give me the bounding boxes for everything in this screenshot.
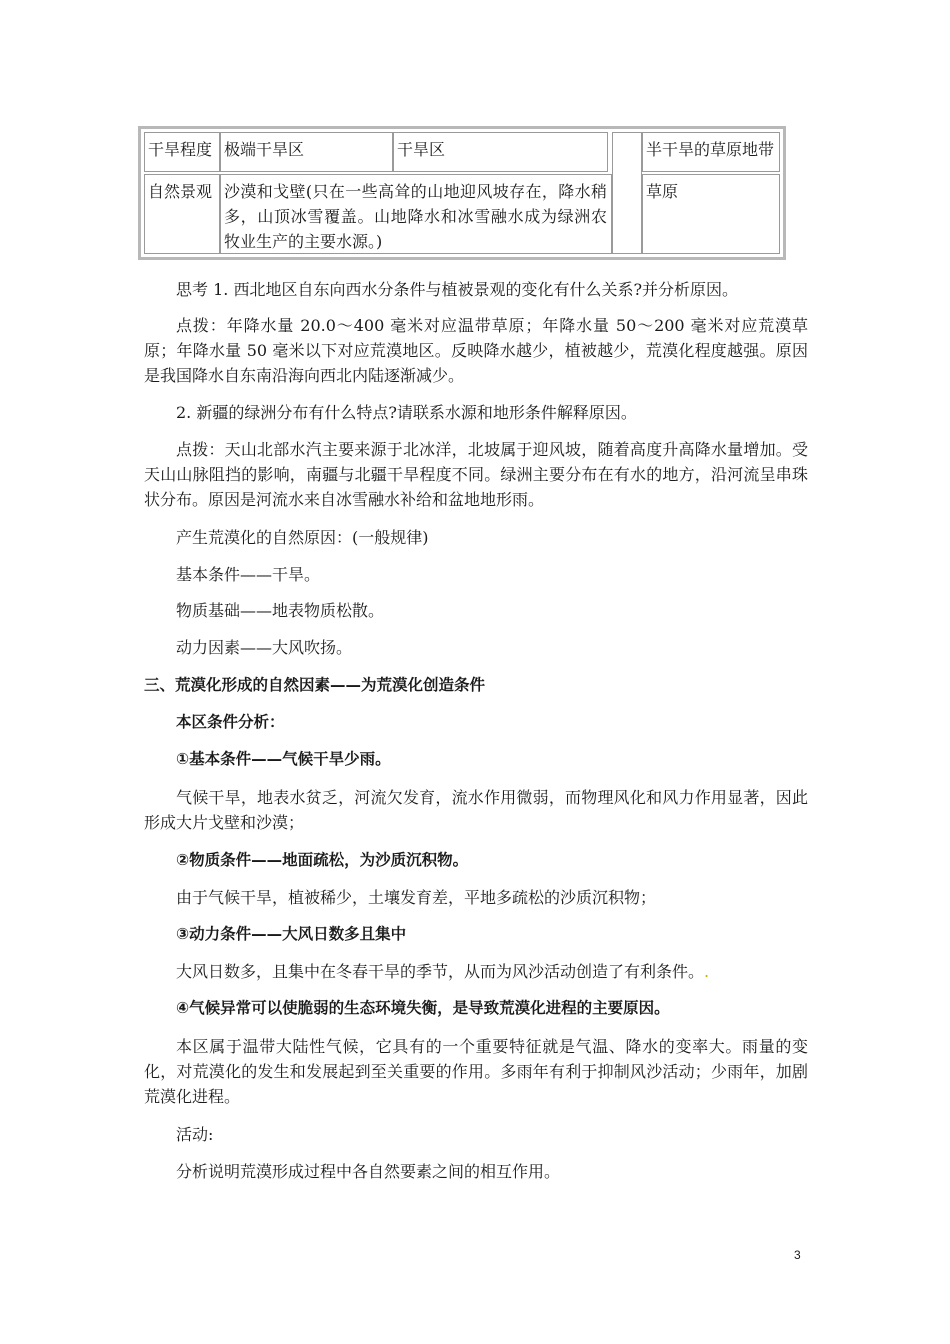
stray-mark: .	[704, 962, 710, 981]
question-2: 2. 新疆的绿洲分布有什么特点?请联系水源和地形条件解释原因。	[176, 403, 637, 422]
condition-1-heading: ①基本条件——气候干旱少雨。	[176, 750, 391, 768]
answer-2: 点拨：天山北部水汽主要来源于北冰洋，北坡属于迎风坡，随着高度升高降水量增加。受天山山脉阻挡的影响，南疆与北疆干旱程度不同。绿洲主要分布在有水的地方，沿河流呈串珠状分布。原因是河流水来自冰雪融水补给和盆地地形雨。	[144, 440, 808, 509]
answer-1: 点拨：年降水量 20.0～400 毫米对应温带草原；年降水量 50～200 毫米对应荒漠草原；年降水量 50 毫米以下对应荒漠地区。反映降水越少，植被越少，荒漠化程度越强。原因是我国降水自东南沿海向西北内陆逐渐减少。	[144, 316, 808, 385]
condition-3-text: 大风日数多，且集中在冬春干旱的季节，从而为风沙活动创造了有利条件。.	[176, 962, 710, 981]
table-row-desert-gobi: 沙漠和戈壁(只在一些高耸的山地迎风坡存在，降水稍多，山顶冰雪覆盖。山地降水和冰雪融水成为绿洲农牧业生产的主要水源。)	[220, 174, 612, 254]
condition-2-heading: ②物质条件——地面疏松，为沙质沉积物。	[176, 851, 469, 869]
section-3-heading: 三、荒漠化形成的自然因素——为荒漠化创造条件	[144, 676, 486, 694]
table-header-semi-arid: 半干旱的草原地带	[642, 132, 780, 172]
table-empty-column	[612, 132, 642, 254]
cause-dynamic: 动力因素——大风吹扬。	[176, 638, 353, 657]
cause-basic: 基本条件——干旱。	[176, 565, 321, 584]
table-header-extreme-arid: 极端干旱区	[220, 132, 393, 172]
condition-3-heading: ③动力条件——大风日数多且集中	[176, 925, 407, 943]
table-header-arid: 干旱区	[393, 132, 608, 172]
page-number: 3	[794, 1248, 801, 1262]
condition-2-text: 由于气候干旱，植被稀少，土壤发育差，平地多疏松的沙质沉积物；	[176, 888, 657, 907]
natural-causes-title: 产生荒漠化的自然原因：(一般规律)	[176, 528, 429, 547]
cause-material: 物质基础——地表物质松散。	[176, 601, 385, 620]
table-header-label: 干旱程度	[144, 132, 220, 172]
table-row-label: 自然景观	[144, 174, 220, 254]
activity-text: 分析说明荒漠形成过程中各自然要素之间的相互作用。	[176, 1162, 561, 1181]
activity-label: 活动:	[176, 1125, 214, 1144]
aridity-table	[138, 126, 786, 260]
condition-4-heading: ④气候异常可以使脆弱的生态环境失衡，是导致荒漠化进程的主要原因。	[176, 999, 670, 1017]
question-1: 思考 1. 西北地区自东向西水分条件与植被景观的变化有什么关系?并分析原因。	[176, 280, 739, 299]
condition-1-text: 气候干旱，地表水贫乏，河流欠发育，流水作用微弱，而物理风化和风力作用显著，因此形成大片戈壁和沙漠；	[144, 788, 808, 832]
table-row-grassland: 草原	[642, 174, 780, 254]
condition-4-text: 本区属于温带大陆性气候，它具有的一个重要特征就是气温、降水的变率大。雨量的变化，对荒漠化的发生和发展起到至关重要的作用。多雨年有利于抑制风沙活动；少雨年，加剧荒漠化进程。	[144, 1037, 808, 1106]
analysis-heading: 本区条件分析：	[176, 713, 285, 731]
